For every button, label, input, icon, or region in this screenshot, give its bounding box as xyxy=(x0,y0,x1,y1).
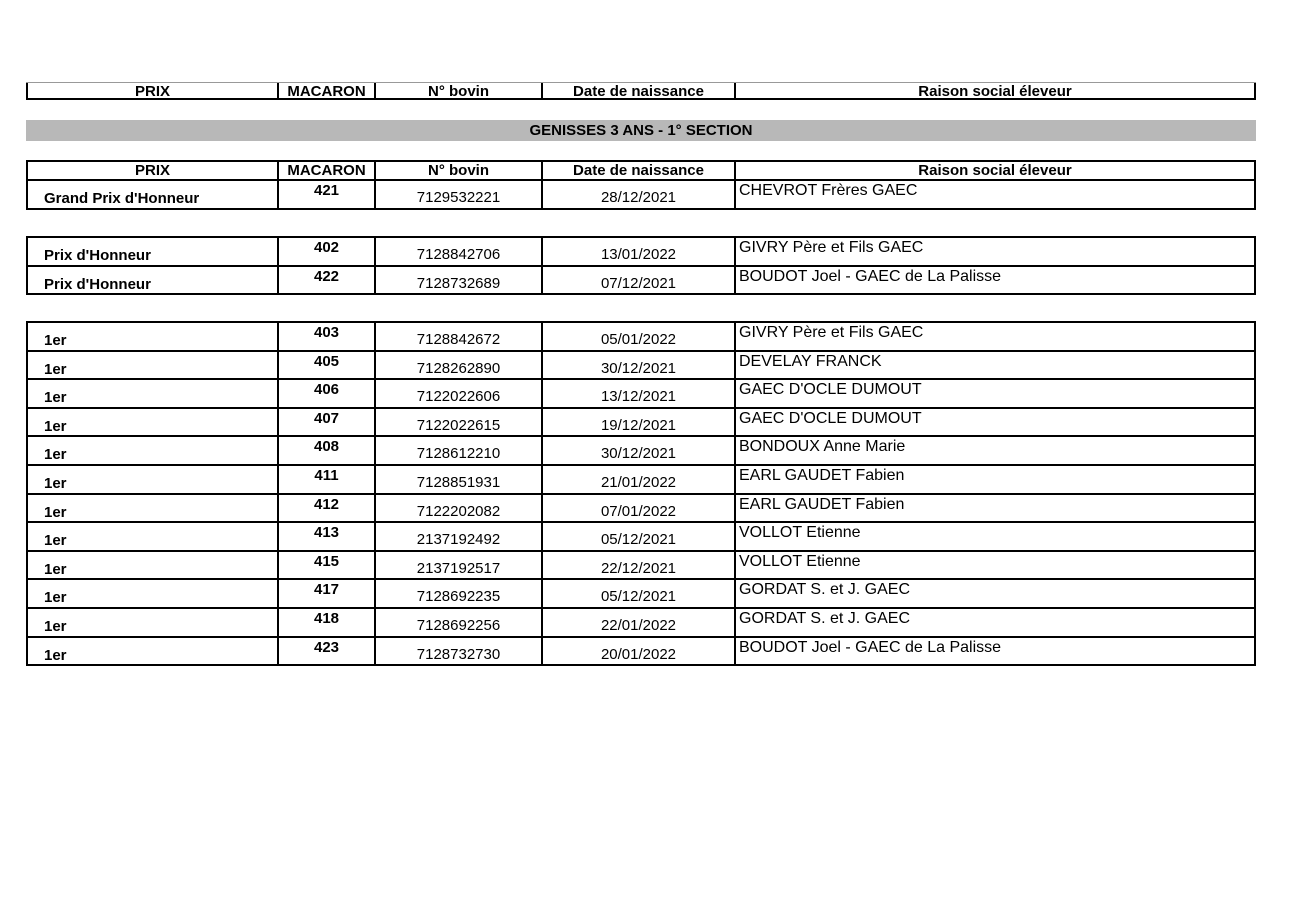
birthdate-cell: 13/01/2022 xyxy=(541,238,734,265)
column-header-row-top xyxy=(26,82,1256,100)
birthdate-cell: 13/12/2021 xyxy=(541,380,734,407)
birthdate-cell: 20/01/2022 xyxy=(541,638,734,665)
prize-cell: Grand Prix d'Honneur xyxy=(26,181,277,208)
bovin-cell: 7128851931 xyxy=(374,466,541,493)
birthdate-cell: 22/12/2021 xyxy=(541,552,734,579)
table-row xyxy=(26,495,1256,524)
macaron-cell: 402 xyxy=(277,238,374,265)
breeder-cell: GORDAT S. et J. GAEC xyxy=(734,609,1256,636)
header-eleveur: Raison social éleveur xyxy=(734,162,1256,179)
breeder-cell: VOLLOT Etienne xyxy=(734,552,1256,579)
header-prix: PRIX xyxy=(26,162,277,179)
table-row xyxy=(26,580,1256,609)
macaron-cell: 408 xyxy=(277,437,374,464)
macaron-cell: 417 xyxy=(277,580,374,607)
table-row xyxy=(26,323,1256,352)
prize-cell: Prix d'Honneur xyxy=(26,238,277,265)
table-row xyxy=(26,466,1256,495)
bovin-cell: 7122022615 xyxy=(374,409,541,436)
bovin-cell: 7128732730 xyxy=(374,638,541,665)
birthdate-cell: 28/12/2021 xyxy=(541,181,734,208)
prize-cell: 1er xyxy=(26,495,277,522)
table-group xyxy=(26,181,1256,210)
birthdate-cell: 05/12/2021 xyxy=(541,580,734,607)
header-date: Date de naissance xyxy=(541,83,734,98)
breeder-cell: DEVELAY FRANCK xyxy=(734,352,1256,379)
prize-cell: Prix d'Honneur xyxy=(26,267,277,294)
table-row xyxy=(26,267,1256,296)
breeder-cell: GORDAT S. et J. GAEC xyxy=(734,580,1256,607)
table-row xyxy=(26,437,1256,466)
breeder-cell: GAEC D'OCLE DUMOUT xyxy=(734,380,1256,407)
prize-cell: 1er xyxy=(26,580,277,607)
prize-cell: 1er xyxy=(26,437,277,464)
bovin-cell: 7128692256 xyxy=(374,609,541,636)
bovin-cell: 7128842672 xyxy=(374,323,541,350)
section-title: GENISSES 3 ANS - 1° SECTION xyxy=(26,120,1256,141)
prize-cell: 1er xyxy=(26,352,277,379)
table-row xyxy=(26,638,1256,667)
bovin-cell: 7128732689 xyxy=(374,267,541,294)
table-row xyxy=(26,552,1256,581)
prize-cell: 1er xyxy=(26,380,277,407)
breeder-cell: VOLLOT Etienne xyxy=(734,523,1256,550)
macaron-cell: 411 xyxy=(277,466,374,493)
bovin-cell: 2137192492 xyxy=(374,523,541,550)
bovin-cell: 7122202082 xyxy=(374,495,541,522)
header-bovin: N° bovin xyxy=(374,83,541,98)
bovin-cell: 7128692235 xyxy=(374,580,541,607)
bovin-cell: 7129532221 xyxy=(374,181,541,208)
table-row xyxy=(26,380,1256,409)
header-date: Date de naissance xyxy=(541,162,734,179)
macaron-cell: 403 xyxy=(277,323,374,350)
prize-cell: 1er xyxy=(26,523,277,550)
birthdate-cell: 22/01/2022 xyxy=(541,609,734,636)
table-group xyxy=(26,236,1256,295)
header-bovin: N° bovin xyxy=(374,162,541,179)
breeder-cell: BONDOUX Anne Marie xyxy=(734,437,1256,464)
macaron-cell: 413 xyxy=(277,523,374,550)
prize-cell: 1er xyxy=(26,609,277,636)
birthdate-cell: 07/01/2022 xyxy=(541,495,734,522)
header-macaron: MACARON xyxy=(277,83,374,98)
breeder-cell: GIVRY Père et Fils GAEC xyxy=(734,238,1256,265)
birthdate-cell: 30/12/2021 xyxy=(541,437,734,464)
table-row xyxy=(26,609,1256,638)
macaron-cell: 412 xyxy=(277,495,374,522)
bovin-cell: 7128262890 xyxy=(374,352,541,379)
prize-cell: 1er xyxy=(26,638,277,665)
column-header-row xyxy=(26,160,1256,181)
macaron-cell: 423 xyxy=(277,638,374,665)
macaron-cell: 405 xyxy=(277,352,374,379)
macaron-cell: 406 xyxy=(277,380,374,407)
birthdate-cell: 05/12/2021 xyxy=(541,523,734,550)
birthdate-cell: 21/01/2022 xyxy=(541,466,734,493)
header-prix: PRIX xyxy=(26,83,277,98)
prize-cell: 1er xyxy=(26,323,277,350)
breeder-cell: BOUDOT Joel - GAEC de La Palisse xyxy=(734,267,1256,294)
breeder-cell: EARL GAUDET Fabien xyxy=(734,495,1256,522)
table-row xyxy=(26,181,1256,210)
birthdate-cell: 19/12/2021 xyxy=(541,409,734,436)
birthdate-cell: 07/12/2021 xyxy=(541,267,734,294)
macaron-cell: 422 xyxy=(277,267,374,294)
header-eleveur: Raison social éleveur xyxy=(734,83,1256,98)
breeder-cell: GAEC D'OCLE DUMOUT xyxy=(734,409,1256,436)
macaron-cell: 407 xyxy=(277,409,374,436)
prize-cell: 1er xyxy=(26,466,277,493)
macaron-cell: 415 xyxy=(277,552,374,579)
breeder-cell: CHEVROT Frères GAEC xyxy=(734,181,1256,208)
prize-cell: 1er xyxy=(26,552,277,579)
table-row xyxy=(26,523,1256,552)
birthdate-cell: 05/01/2022 xyxy=(541,323,734,350)
macaron-cell: 421 xyxy=(277,181,374,208)
bovin-cell: 7128842706 xyxy=(374,238,541,265)
breeder-cell: EARL GAUDET Fabien xyxy=(734,466,1256,493)
header-macaron: MACARON xyxy=(277,162,374,179)
bovin-cell: 7122022606 xyxy=(374,380,541,407)
bovin-cell: 2137192517 xyxy=(374,552,541,579)
prize-cell: 1er xyxy=(26,409,277,436)
bovin-cell: 7128612210 xyxy=(374,437,541,464)
breeder-cell: BOUDOT Joel - GAEC de La Palisse xyxy=(734,638,1256,665)
macaron-cell: 418 xyxy=(277,609,374,636)
table-row xyxy=(26,409,1256,438)
table-row xyxy=(26,238,1256,267)
table-group xyxy=(26,321,1256,666)
breeder-cell: GIVRY Père et Fils GAEC xyxy=(734,323,1256,350)
table-row xyxy=(26,352,1256,381)
birthdate-cell: 30/12/2021 xyxy=(541,352,734,379)
